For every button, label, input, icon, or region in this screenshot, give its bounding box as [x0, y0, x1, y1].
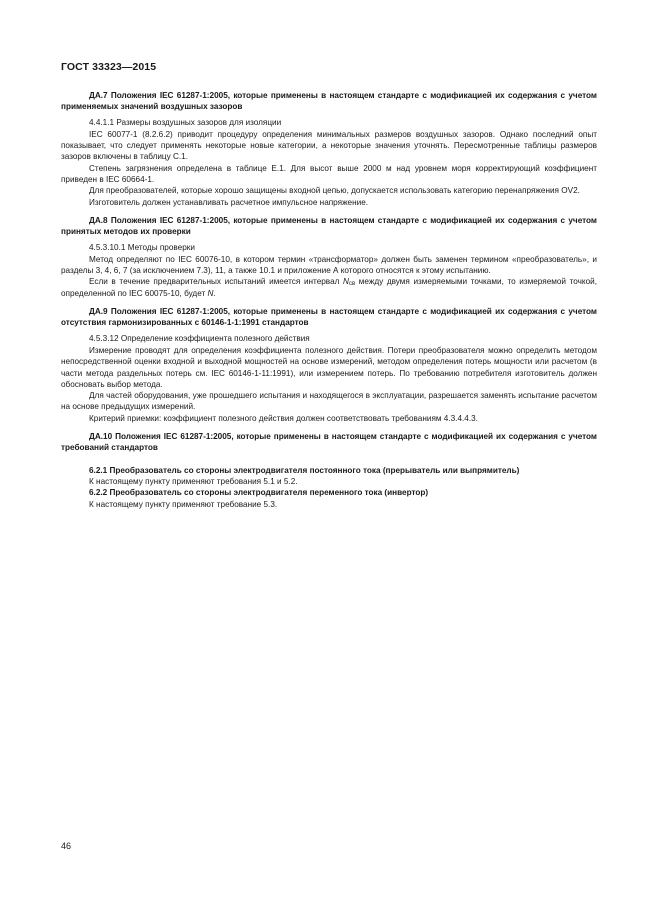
paragraph: Критерий приемки: коэффициент полезного действия должен соответствовать требованиям 4.3.4.4.3.	[89, 413, 478, 423]
section-heading-da8: ДА.8 Положения IEC 61287-1:2005, которые применены в настоящем стандарте с модификацией их содержания с учетом принятых методов их проверки	[61, 215, 597, 237]
document-header-title: ГОСТ 33323—2015	[61, 61, 157, 73]
text-run: .	[213, 288, 216, 298]
clause-title: 6.2.1 Преобразователь со стороны электродвигателя постоянного тока (прерыватель или выпрямитель)	[89, 465, 520, 475]
page-number: 46	[61, 841, 72, 851]
paragraph: Для преобразователей, которые хорошо защищены входной цепью, допускается использовать категорию перенапряжения OV2.	[89, 186, 580, 196]
paragraph: Измерение проводят для определения коэффициента полезного действия. Потери преобразователя можно определить методом непосредственной оценки входной и выходной мощностей на основе измерений, методом определения потерь мощности или расчетом (в части метода раздельных потерь см. IEC 60146-1-11:1991), или измерением потерь. По требованию потребителя изготовитель должен обосновать выбор метода.	[61, 345, 597, 389]
paragraph: Степень загрязнения определена в таблице Е.1. Для высот выше 2000 м над уровнем моря корректирующий коэффициент приведен в IEC 60664-1.	[61, 163, 597, 185]
subsection-title: 4.4.1.1 Размеры воздушных зазоров для изоляции	[89, 117, 282, 127]
variable-n: N	[207, 288, 214, 298]
paragraph: К настоящему пункту применяют требование 5.3.	[89, 499, 278, 509]
subsection-title: 4.5.3.12 Определение коэффициента полезного действия	[89, 333, 310, 343]
paragraph-with-variable	[61, 276, 597, 299]
section-heading-da10: ДА.10 Положения IEC 61287-1:2005, которые применены в настоящем стандарте с модификацией их содержания с учетом требований стандартов	[61, 432, 597, 453]
paragraph: Для частей оборудования, уже прошедшего испытания и находящегося в эксплуатации, разрешается заменять испытание расчетом на основе предыдущих измерений.	[61, 391, 597, 412]
paragraph: IEC 60077-1 (8.2.6.2) приводит процедуру определения минимальных размеров воздушных зазоров. Однако последний опыт показывает, что следует применять некоторые новые категории, а некоторые значения уточнять. Пересмотренные таблицы размеров зазоров включены в таблицу С.1.	[61, 129, 597, 162]
text-run: Если в течение предварительных испытаний имеется интервал	[89, 277, 344, 287]
paragraph: Метод определяют по IEC 60076-10, в котором термин «трансформатор» должен быть заменен термином «преобразователь», и разделы 3, 4, 6, 7 (за исключением 7.3), 11, а также 10.1 и приложение А которого относятся к этому испытанию.	[61, 254, 597, 276]
document-body	[61, 90, 597, 510]
variable-n: N	[343, 277, 349, 287]
subsection-title: 4.5.3.10.1 Методы проверки	[89, 242, 195, 252]
spacer	[61, 458, 597, 465]
section-heading-da9: ДА.9 Положения IEC 61287-1:2005, которые применены в настоящем стандарте с модификацией их содержания с учетом отсутствия гармонизированных с 60146-1-1:1991 стандартов	[61, 307, 597, 328]
clause-title: 6.2.2 Преобразователь со стороны электродвигателя переменного тока (инвертор)	[89, 488, 429, 498]
text-run: между двумя измеряемыми точками, то измеряемой точкой, определенной по IEC 60075-10, будет	[61, 277, 598, 298]
paragraph: Изготовитель должен устанавливать расчетное импульсное напряжение.	[89, 197, 369, 207]
section-heading-da7: ДА.7 Положения IEC 61287-1:2005, которые применены в настоящем стандарте с модификацией их содержания с учетом применяемых значений воздушных зазоров	[61, 91, 597, 112]
paragraph: К настоящему пункту применяют требования 5.1 и 5.2.	[89, 476, 298, 486]
variable-subscript: cв	[348, 281, 356, 288]
